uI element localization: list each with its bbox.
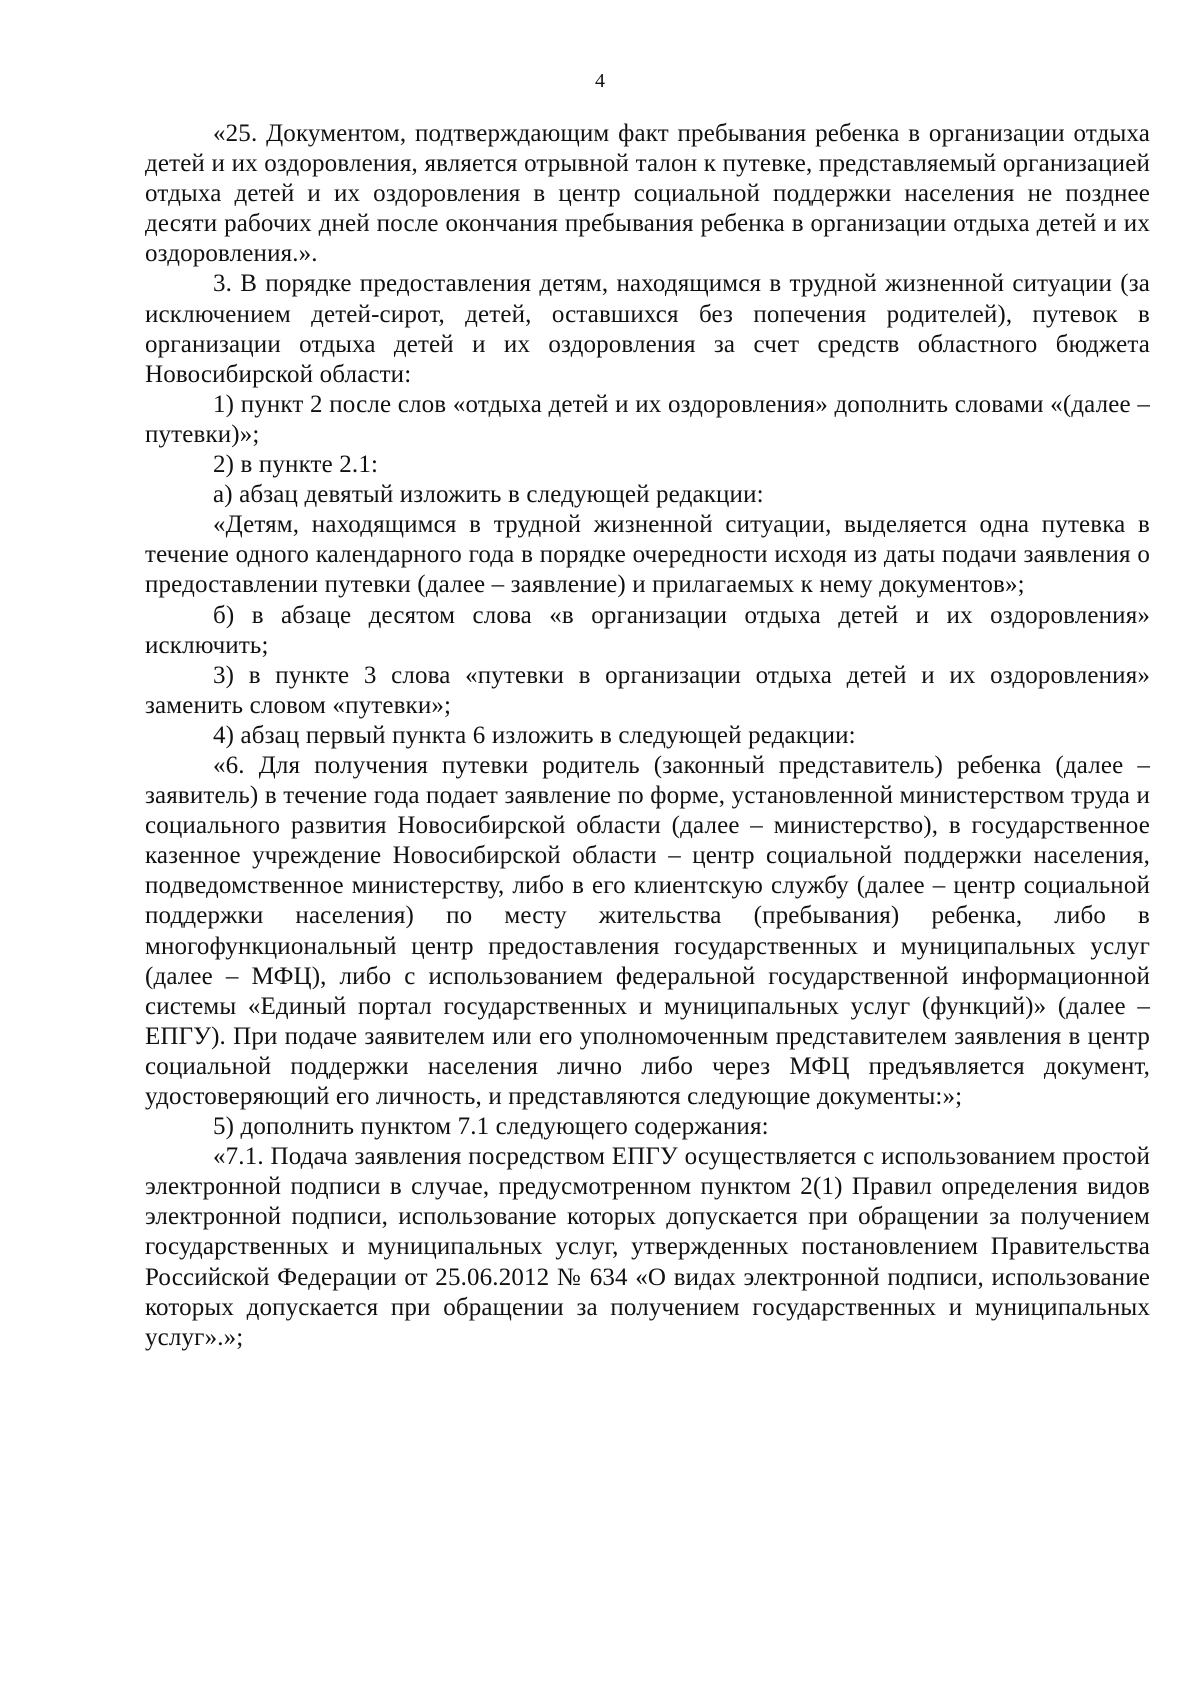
paragraph-quote-children: «Детям, находящимся в трудной жизненной ситуации, выделяется одна путевка в течение одного календарного года в порядке очередности исходя из даты подачи заявления о предоставлении путевки (далее – заявление) и прилагаемых к нему документов»; bbox=[145, 511, 1150, 599]
paragraph-section-3: 3. В порядке предоставления детям, находящимся в трудной жизненной ситуации (за исключением детей-сирот, детей, оставшихся без попечения родителей), путевок в организации отдыха детей и их оздоровления за счет средств областного бюджета Новосибирской области: bbox=[145, 270, 1150, 388]
paragraph-subitem-2a: а) абзац девятый изложить в следующей редакции: bbox=[213, 481, 764, 509]
paragraph-subitem-4: 4) абзац первый пункта 6 изложить в следующей редакции: bbox=[213, 721, 856, 749]
paragraph-subitem-1: 1) пункт 2 после слов «отдыха детей и их оздоровления» дополнить словами «(далее – путевки)»; bbox=[145, 390, 1150, 448]
paragraph-quote-item-7-1: «7.1. Подача заявления посредством ЕПГУ осуществляется с использованием простой электронной подписи в случае, предусмотренном пунктом 2(1) Правил определения видов электронной подписи, использование которых допускается при обращении за получением государственных и муниципальных услуг, утвержденных постановлением Правительства Российской Федерации от 25.06.2012 № 634 «О видах электронной подписи, использование которых допускается при обращении за получением государственных и муниципальных услуг».»; bbox=[145, 1143, 1150, 1351]
page-number: 4 bbox=[595, 70, 605, 92]
paragraph-subitem-2: 2) в пункте 2.1: bbox=[213, 451, 379, 479]
paragraph-subitem-3: 3) в пункте 3 слова «путевки в организации отдыха детей и их оздоровления» заменить словом «путевки»; bbox=[145, 661, 1150, 719]
paragraph-subitem-2b: б) в абзаце десятом слова «в организации отдыха детей и их оздоровления» исключить; bbox=[145, 601, 1150, 659]
document-body bbox=[145, 119, 1150, 1353]
paragraph-quote-item-6: «6. Для получения путевки родитель (законный представитель) ребенка (далее – заявитель) в течение года подает заявление по форме, установленной министерством труда и социального развития Новосибирской области (далее – министерство), в государственное казенное учреждение Новосибирской области – центр социальной поддержки населения, подведомственное министерству, либо в его клиентскую службу (далее – центр социальной поддержки населения) по месту жительства (пребывания) ребенка, либо в многофункциональный центр предоставления государственных и муниципальных услуг (далее – МФЦ), либо с использованием федеральной государственной информационной системы «Единый портал государственных и муниципальных услуг (функций)» (далее – ЕПГУ). При подаче заявителем или его уполномоченным представителем заявления в центр социальной поддержки населения лично либо через МФЦ предъявляется документ, удостоверяющий его личность, и представляются следующие документы:»; bbox=[145, 751, 1150, 1110]
paragraph-subitem-5: 5) дополнить пунктом 7.1 следующего содержания: bbox=[213, 1113, 769, 1141]
paragraph-item-25-quote: «25. Документом, подтверждающим факт пребывания ребенка в организации отдыха детей и их оздоровления, является отрывной талон к путевке, представляемый организацией отдыха детей и их оздоровления в центр социальной поддержки населения не позднее десяти рабочих дней после окончания пребывания ребенка в организации отдыха детей и их оздоровления.». bbox=[145, 120, 1150, 268]
